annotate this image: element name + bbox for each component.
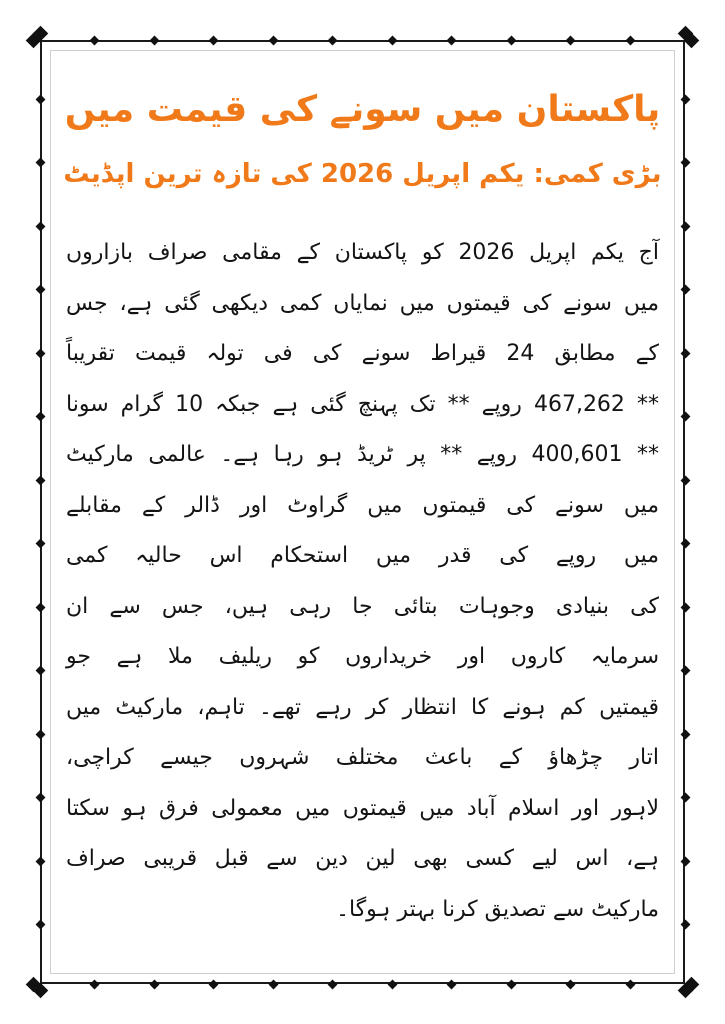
- diamond-ornament: [680, 158, 690, 168]
- body-line: میں سونے کی قیمتوں میں نمایاں کمی دیکھی گئی ہے، جس: [66, 290, 659, 316]
- diamond-ornament: [149, 979, 159, 989]
- body-line: کے مطابق 24 قیراط سونے کی فی تولہ قیمت تقریباً: [66, 341, 659, 366]
- diamond-ornament: [35, 539, 45, 549]
- body-line: کی بنیادی وجوہات بتائی جا رہی ہیں، جس سے ان: [66, 593, 659, 619]
- diamond-ornament: [447, 35, 457, 45]
- body-line: قیمتیں کم ہونے کا انتظار کر رہے تھے۔ تاہم، مارکیٹ میں: [66, 694, 659, 720]
- diamond-ornament: [387, 35, 397, 45]
- diamond-ornament: [680, 94, 690, 104]
- body-line: ہے، اس لیے کسی بھی لین دین سے قبل قریبی صراف: [66, 846, 659, 871]
- article-headline: [62, 78, 663, 206]
- diamond-ornament: [90, 35, 100, 45]
- body-line: ** 400,601 روپے ** پر ٹریڈ ہو رہا ہے۔ عالمی مارکیٹ: [66, 442, 659, 467]
- diamond-ornament: [35, 348, 45, 358]
- diamond-ornament: [680, 729, 690, 739]
- body-line: سرمایہ کاروں اور خریداروں کو ریلیف ملا ہے جو: [66, 644, 659, 669]
- diamond-ornament: [680, 856, 690, 866]
- diamond-ornament: [506, 979, 516, 989]
- border-diamonds-right: [676, 28, 694, 996]
- diamond-ornament: [680, 920, 690, 930]
- diamond-ornament: [268, 35, 278, 45]
- diamond-ornament: [35, 856, 45, 866]
- body-line: ** 467,262 روپے ** تک پہنچ گئی ہے جبکہ 10 گرام سونا: [66, 391, 659, 417]
- diamond-ornament: [680, 666, 690, 676]
- body-line: آج یکم اپریل 2026 کو پاکستان کے مقامی صراف بازاروں: [66, 240, 660, 265]
- diamond-ornament: [35, 920, 45, 930]
- diamond-ornament: [35, 602, 45, 612]
- border-diamonds-top: [28, 31, 697, 49]
- diamond-ornament: [328, 35, 338, 45]
- diamond-ornament: [625, 35, 635, 45]
- diamond-ornament: [209, 35, 219, 45]
- article-body: [66, 228, 659, 935]
- diamond-ornament: [35, 412, 45, 422]
- diamond-ornament: [35, 729, 45, 739]
- diamond-ornament: [680, 285, 690, 295]
- border-diamonds-left: [31, 28, 49, 996]
- headline-line-2: بڑی کمی: یکم اپریل 2026 کی تازہ ترین اپڈیٹ: [63, 159, 662, 189]
- body-line: اتار چڑھاؤ کے باعث مختلف شہروں جیسے کراچی،: [66, 745, 659, 770]
- diamond-ornament: [149, 35, 159, 45]
- diamond-ornament: [35, 158, 45, 168]
- diamond-ornament: [328, 979, 338, 989]
- border-diamonds-bottom: [28, 975, 697, 993]
- body-line: لاہور اور اسلام آباد میں قیمتوں میں معمولی فرق ہو سکتا: [66, 795, 659, 821]
- diamond-ornament: [677, 26, 693, 42]
- diamond-ornament: [566, 979, 576, 989]
- diamond-ornament: [680, 539, 690, 549]
- diamond-ornament: [447, 979, 457, 989]
- diamond-ornament: [677, 983, 693, 999]
- body-line: میں سونے کی قیمتوں میں گراوٹ اور ڈالر کے مقابلے: [66, 492, 659, 518]
- diamond-ornament: [680, 348, 690, 358]
- diamond-ornament: [506, 35, 516, 45]
- headline-line-1: پاکستان میں سونے کی قیمت میں: [64, 89, 661, 130]
- diamond-ornament: [35, 94, 45, 104]
- diamond-ornament: [35, 285, 45, 295]
- diamond-ornament: [625, 979, 635, 989]
- diamond-ornament: [680, 221, 690, 231]
- diamond-ornament: [680, 475, 690, 485]
- diamond-ornament: [35, 666, 45, 676]
- diamond-ornament: [90, 979, 100, 989]
- diamond-ornament: [680, 793, 690, 803]
- diamond-ornament: [35, 475, 45, 485]
- diamond-ornament: [35, 221, 45, 231]
- diamond-ornament: [32, 26, 48, 42]
- body-line: میں روپے کی قدر میں استحکام اس حالیہ کمی: [66, 543, 659, 568]
- diamond-ornament: [268, 979, 278, 989]
- diamond-ornament: [566, 35, 576, 45]
- body-line: مارکیٹ سے تصدیق کرنا بہتر ہوگا۔: [336, 896, 659, 922]
- diamond-ornament: [680, 602, 690, 612]
- diamond-ornament: [387, 979, 397, 989]
- diamond-ornament: [32, 983, 48, 999]
- diamond-ornament: [35, 793, 45, 803]
- diamond-ornament: [680, 412, 690, 422]
- diamond-ornament: [209, 979, 219, 989]
